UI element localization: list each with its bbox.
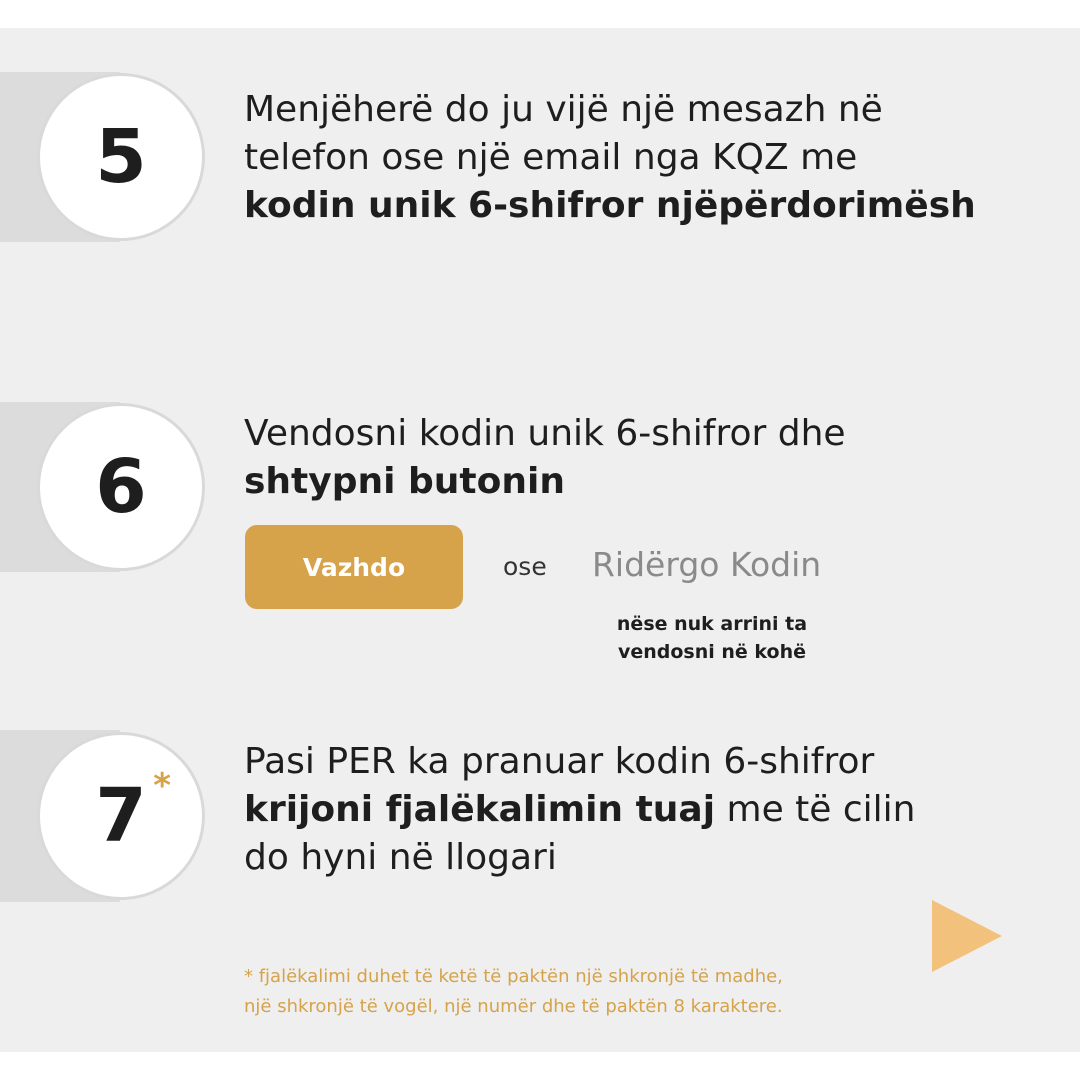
step-7-asterisk: * bbox=[153, 766, 172, 806]
step-6-text bbox=[244, 410, 846, 506]
resend-note-line1: nëse nuk arrini ta bbox=[616, 613, 808, 635]
resend-note bbox=[596, 610, 828, 666]
step-5-text bbox=[244, 86, 976, 230]
step-5-line2: telefon ose një email nga KQZ me bbox=[244, 137, 858, 178]
step-5-circle bbox=[37, 73, 205, 241]
password-footnote bbox=[244, 962, 783, 1022]
step-5-number: 5 bbox=[95, 114, 147, 200]
or-label: ose bbox=[503, 552, 547, 581]
continue-button[interactable]: Vazhdo bbox=[245, 525, 463, 609]
step-7-line2 bbox=[244, 786, 916, 834]
step-5-line3: kodin unik 6-shifror njëpërdorimësh bbox=[244, 185, 976, 226]
step-7-line1: Pasi PER ka pranuar kodin 6-shifror bbox=[244, 741, 875, 782]
step-6-line2: shtypni butonin bbox=[244, 461, 565, 502]
step-6-number: 6 bbox=[95, 444, 147, 530]
step-7-line3: do hyni në llogari bbox=[244, 837, 557, 878]
step-5-line1: Menjëherë do ju vijë një mesazh në bbox=[244, 89, 883, 130]
step-6-circle bbox=[37, 403, 205, 571]
step-7-digit: 7 bbox=[95, 773, 147, 859]
resend-note-line2: vendosni në kohë bbox=[617, 641, 807, 663]
footnote-line1: * fjalëkalimi duhet të ketë të paktën një shkronjë të madhe, bbox=[244, 966, 783, 987]
step-7-text bbox=[244, 738, 916, 882]
step-7-number bbox=[95, 766, 172, 859]
step-7-circle bbox=[37, 732, 205, 900]
play-triangle-icon[interactable] bbox=[932, 900, 1002, 972]
resend-code-link[interactable]: Ridërgo Kodin bbox=[592, 545, 822, 584]
step-7-line2-bold: krijoni fjalëkalimin tuaj bbox=[244, 789, 716, 830]
step-7-line2-rest: me të cilin bbox=[715, 789, 916, 830]
footnote-line2: një shkronjë të vogël, një numër dhe të paktën 8 karaktere. bbox=[244, 996, 783, 1017]
step-6-line1: Vendosni kodin unik 6-shifror dhe bbox=[244, 413, 846, 454]
